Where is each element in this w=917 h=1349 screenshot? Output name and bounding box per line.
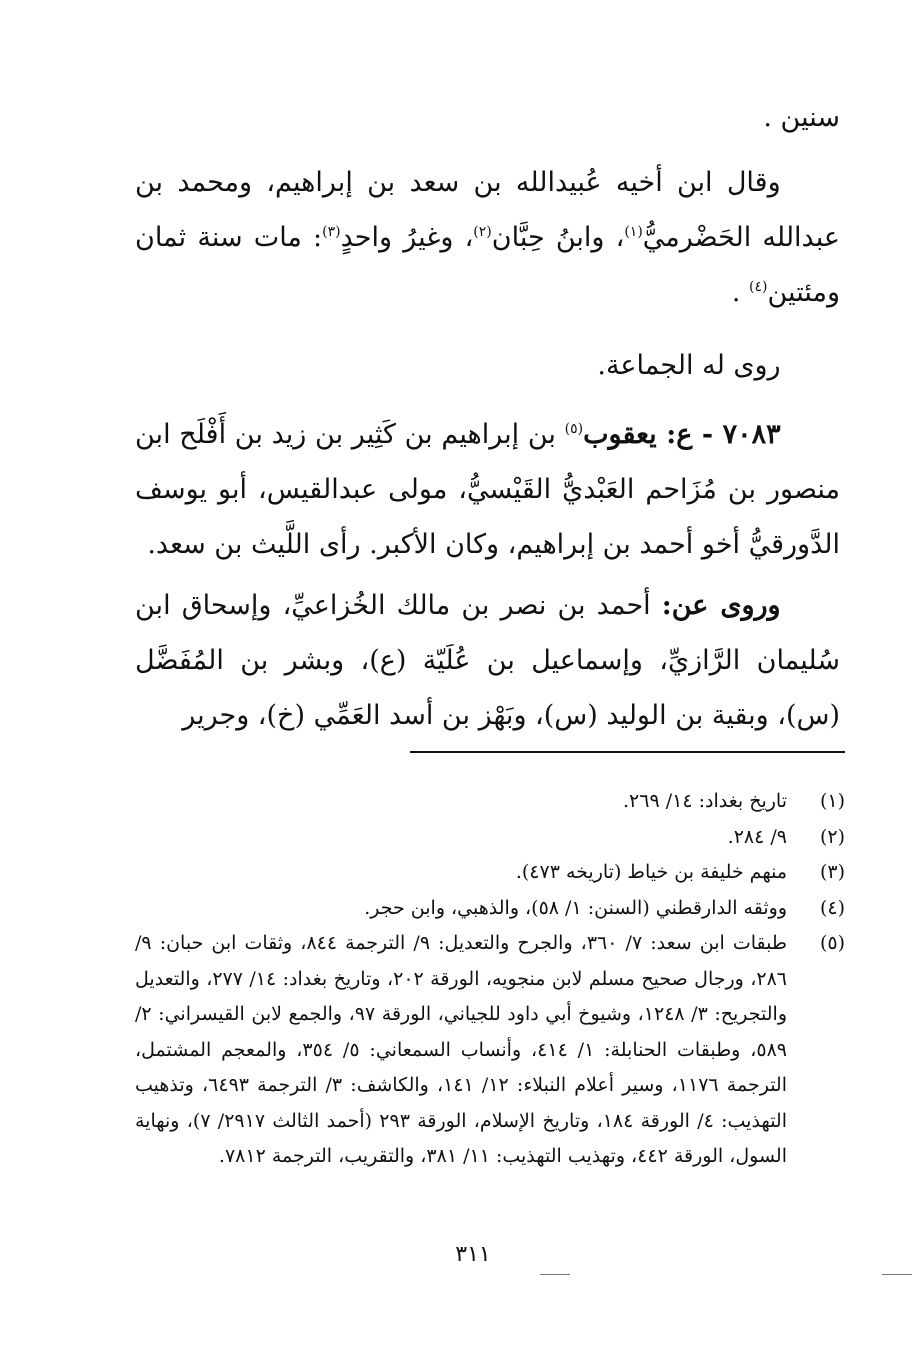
- footnote-number: (٥): [819, 932, 845, 954]
- footnote-ref-1[interactable]: (١): [624, 224, 643, 240]
- footnote: [135, 891, 845, 927]
- footnote-ref-3[interactable]: (٣): [322, 224, 341, 240]
- footnote-text: طبقات ابن سعد: ٧/ ٣٦٠، والجرح والتعديل: ٩/ الترجمة ٨٤٤، وثقات ابن حبان: ٩/ ٢٨٦، ورجال صحيح مسلم لابن منجويه، الورقة ٢٠٢، وتاريخ بغداد: ١٤/ ٢٧٧، والتعديل والتجريح: ٣/ ١٢٤٨، وشيوخ أبي داود للجياني، الورقة ٩٧، والجمع لابن القيسراني: ٢/ ٥٨٩، وطبقات الحنابلة: ١/ ٤١٤، وأنساب السمعاني: ٥/ ٣٥٤، والمعجم المشتمل، الترجمة ١١٧٦، وسير أعلام النبلاء: ١٢/ ١٤١، والكاشف: ٣/ الترجمة ٦٤٩٣، وتذهيب التهذيب: ٤/ الورقة ١٨٤، وتاريخ الإسلام، الورقة ٢٩٣ (أحمد الثالث ٢٩١٧/ ٧)، ونهاية السول، الورقة ٤٤٢، وتهذيب التهذيب: ١١/ ٣٨١، والتقريب، الترجمة ٧٨١٢.: [135, 932, 788, 1167]
- paragraph-2-text-d: : مات سنة ثمان ومئتين: [135, 222, 840, 308]
- entry-text: بن إبراهيم بن كَثِير بن زيد بن أَفْلَح ابن منصور بن مُزَاحم العَبْديُّ القَيْسيُّ، مولى عبدالقيس، أبو يوسف الدَّورقيُّ أخو أحمد بن إبراهيم، وكان الأكبر. رأى اللَّيث بن سعد.: [135, 419, 840, 560]
- footnote-number: (٤): [819, 896, 845, 919]
- footnote-separator: [410, 751, 845, 753]
- margin-mark: [882, 1274, 912, 1275]
- narrated-from-text: أحمد بن نصر بن مالك الخُزاعيِّ، وإسحاق ابن سُليمان الرَّازيِّ، وإسماعيل بن عُلَيّة (ع)، وبشر بن المُفَضَّل (س)، وبقية بن الوليد (س)، وبَهْز بن أسد العَمِّي (خ)، وجرير: [135, 590, 840, 731]
- footnote: [135, 784, 845, 820]
- main-text: [135, 90, 840, 743]
- paragraph-2-text-e: .: [731, 277, 750, 308]
- footnotes: [135, 784, 845, 1175]
- narrated-from-paragraph: [135, 578, 840, 743]
- footnote: [135, 820, 845, 856]
- footnote-text: ٩/ ٢٨٤.: [727, 825, 787, 848]
- entry-7083: [135, 407, 840, 572]
- footnote-number: (١): [819, 790, 845, 812]
- paragraph-2-text-c: ، وغيرُ واحدٍ: [340, 222, 474, 253]
- narrated-from-heading: وروى عن:: [661, 590, 781, 621]
- footnote-ref-5[interactable]: (٥): [564, 421, 584, 437]
- footnote-text: منهم خليفة بن خياط (تاريخه ٤٧٣).: [515, 861, 787, 883]
- footnote-number: (٣): [819, 861, 845, 883]
- paragraph-3: روى له الجماعة.: [597, 350, 781, 381]
- footnote-number: (٢): [819, 825, 845, 848]
- paragraph-2-text-a: وقال ابن أخيه عُبيدالله بن سعد بن إبراهيم، ومحمد بن عبدالله الحَضْرميُّ: [135, 167, 840, 253]
- footnote-ref-4[interactable]: (٤): [749, 279, 768, 295]
- footnote-text: تاريخ بغداد: ١٤/ ٢٦٩.: [623, 790, 787, 812]
- footnote-text: ووثقه الدارقطني (السنن: ١/ ٥٨)، والذهبي، وابن حجر.: [364, 896, 787, 919]
- footnote-ref-2[interactable]: (٢): [473, 224, 492, 240]
- paragraph-2: [135, 155, 840, 320]
- footnote: [135, 926, 845, 1175]
- entry-heading: ٧٠٨٣ - ع: يعقوب: [583, 419, 781, 450]
- footnote: [135, 855, 845, 891]
- paragraph-1: سنين .: [763, 102, 840, 133]
- page-number: ٣١١: [455, 1242, 491, 1267]
- paragraph-2-text-b: ، وابنُ حِبَّان: [491, 222, 625, 253]
- bottom-mark: [540, 1274, 570, 1275]
